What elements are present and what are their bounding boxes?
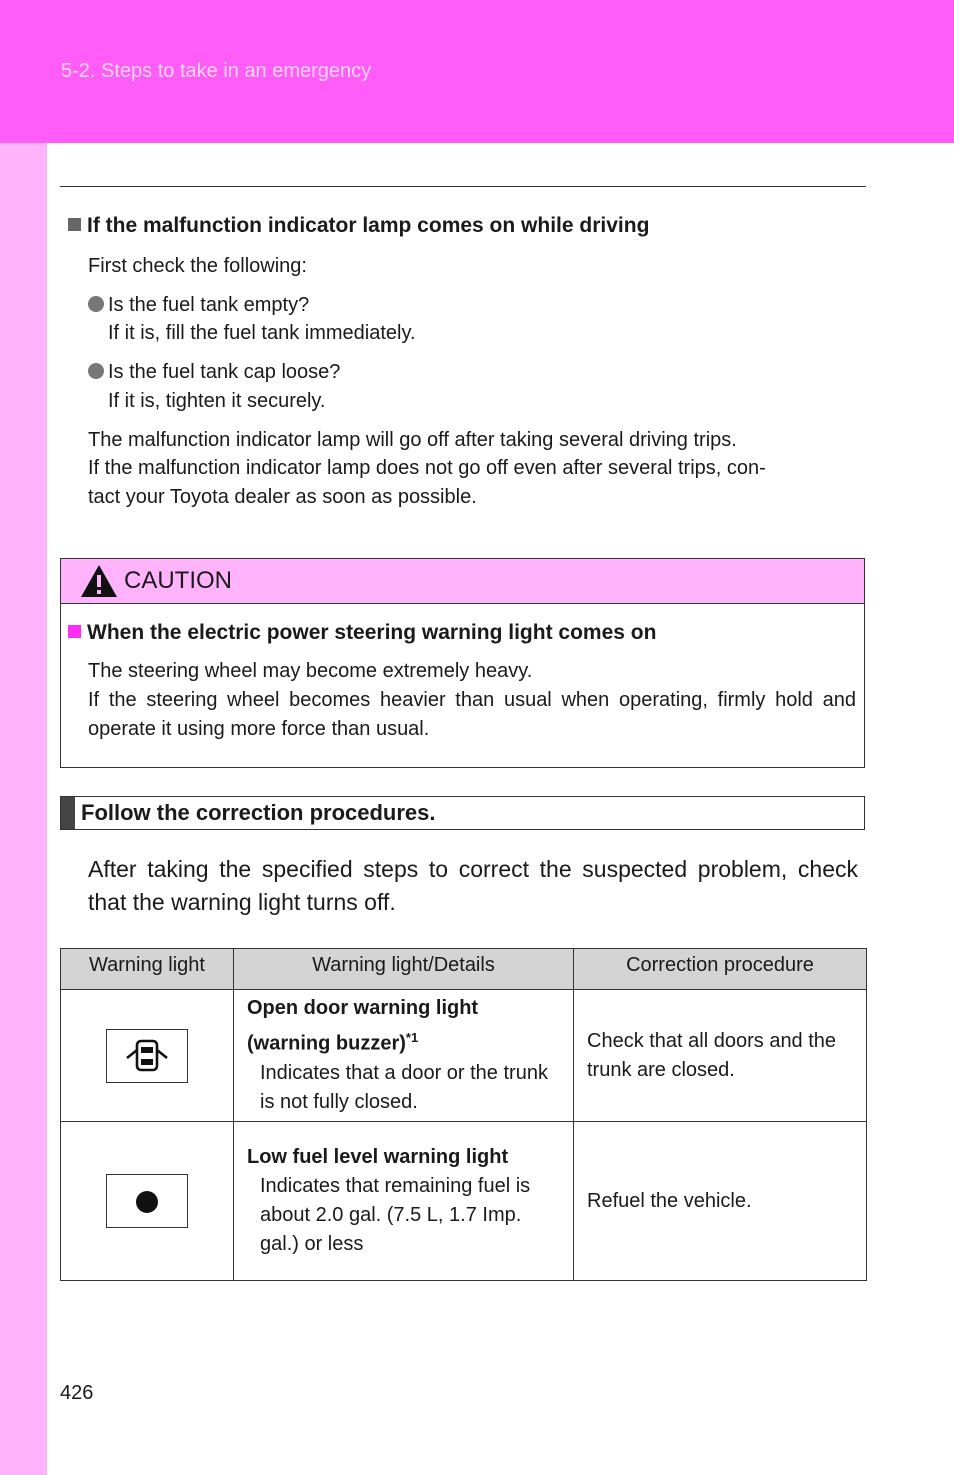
caution-header bbox=[61, 559, 864, 604]
procedure-title: Follow the correction procedures. bbox=[81, 800, 436, 825]
note-line: tact your Toyota dealer as soon as possible. bbox=[88, 486, 477, 508]
breadcrumb: 5-2. Steps to take in an emergency bbox=[61, 60, 372, 82]
procedure-title-bar bbox=[60, 796, 865, 830]
list-item-question: Is the fuel tank empty? bbox=[108, 294, 310, 316]
list-item-answer: If it is, tighten it securely. bbox=[108, 390, 326, 412]
caution-line: The steering wheel may become extremely heavy. bbox=[88, 660, 533, 682]
detail-title: Low fuel level warning light bbox=[247, 1146, 509, 1168]
detail-title bbox=[247, 994, 563, 1059]
table-header: Warning light bbox=[61, 949, 234, 990]
procedure-cell: Check that all doors and the trunk are closed. bbox=[574, 990, 867, 1122]
section-heading bbox=[68, 214, 649, 238]
caution-subheading bbox=[68, 621, 656, 645]
icon-cell bbox=[61, 1122, 234, 1281]
detail-title-text: Open door warning light (warning buzzer) bbox=[247, 997, 479, 1055]
low-fuel-icon bbox=[106, 1174, 188, 1228]
detail-cell bbox=[234, 990, 574, 1122]
section-heading-text: If the malfunction indicator lamp comes on while driving bbox=[87, 214, 650, 237]
table-row bbox=[61, 1122, 867, 1281]
list-item bbox=[88, 291, 309, 320]
detail-text: Indicates that a door or the trunk is not fully closed. bbox=[260, 1061, 548, 1113]
note-line: If the malfunction indicator lamp does not go off even after several trips, con- bbox=[88, 457, 766, 479]
caution-subheading-text: When the electric power steering warning light comes on bbox=[87, 621, 657, 644]
procedure-intro: After taking the specified steps to correct the suspected problem, check that the warning light turns off. bbox=[88, 856, 858, 915]
icon-cell bbox=[61, 990, 234, 1122]
divider bbox=[60, 186, 866, 187]
table-header-row bbox=[61, 949, 867, 990]
title-bar-marker bbox=[61, 797, 75, 829]
intro-text: First check the following: bbox=[88, 255, 307, 277]
detail-text: Indicates that remaining fuel is about 2.0 gal. (7.5 L, 1.7 Imp. gal.) or less bbox=[260, 1175, 531, 1255]
warning-light-table bbox=[60, 948, 867, 1281]
side-band bbox=[0, 143, 47, 1475]
open-door-icon bbox=[106, 1029, 188, 1083]
caution-body bbox=[88, 657, 856, 744]
list-item bbox=[88, 358, 340, 387]
square-bullet-icon bbox=[68, 625, 81, 638]
caution-box bbox=[60, 558, 865, 768]
bullet-icon bbox=[88, 363, 104, 379]
footnote-ref: *1 bbox=[405, 1030, 419, 1046]
list-item-answer: If it is, fill the fuel tank immediately. bbox=[108, 322, 416, 344]
list-item-question: Is the fuel tank cap loose? bbox=[108, 361, 341, 383]
table-header: Correction procedure bbox=[574, 949, 867, 990]
table-header: Warning light/Details bbox=[234, 949, 574, 990]
procedure-cell: Refuel the vehicle. bbox=[574, 1122, 867, 1281]
detail-cell bbox=[234, 1122, 574, 1281]
caution-line: If the steering wheel becomes heavier than usual when operating, firmly hold and operate it using more force than usual. bbox=[88, 689, 856, 740]
square-bullet-icon bbox=[68, 218, 81, 231]
warning-triangle-icon bbox=[80, 564, 118, 598]
page-number: 426 bbox=[60, 1382, 94, 1404]
bullet-icon bbox=[88, 296, 104, 312]
table-row bbox=[61, 990, 867, 1122]
note-line: The malfunction indicator lamp will go off after taking several driving trips. bbox=[88, 429, 737, 451]
caution-title: CAUTION bbox=[124, 567, 232, 594]
